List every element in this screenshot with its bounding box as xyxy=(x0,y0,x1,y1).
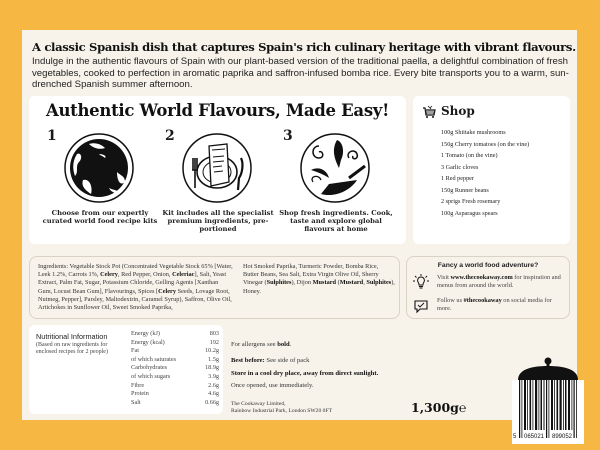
intro-text: Indulge in the authentic flavours of Spain with our plant-based version of the traditional paella, a delightful combination of fresh vegetables, cooked to perfection in aromatic paprika and saffron-infused bomba rice. Every bite transports you to a warm, sun-drenched Spanish summer afternoon. xyxy=(32,56,569,91)
list-item: 1 Red pepper xyxy=(441,175,474,182)
nutrition-table xyxy=(131,330,219,407)
opened-instructions: Once opened, use immediately. xyxy=(231,382,314,389)
shop-title: Shop xyxy=(441,104,475,118)
net-weight: 1,300g℮ xyxy=(411,400,467,415)
allergen-highlight: Sulphites xyxy=(266,279,292,287)
allergen-highlight: Mustard xyxy=(312,279,337,287)
follow-text: Follow us #thecookaway on social media for more. xyxy=(437,297,552,312)
product-label-panel xyxy=(22,30,577,440)
barcode-right-group: 899052 xyxy=(552,434,573,440)
list-item: 100g Asparagus spears xyxy=(441,209,498,217)
ingredients-box xyxy=(29,256,400,319)
step-number: 2 xyxy=(165,128,175,144)
shop-card xyxy=(413,96,570,244)
company-address: The Cookaway Limited, Rainbow Industrial Park, London SW20 0FT xyxy=(231,401,332,415)
storage-instructions: Store in a cool dry place, away from direct sunlight. xyxy=(231,370,379,377)
shopping-cart-icon xyxy=(422,105,436,119)
allergen-highlight: Sulphites xyxy=(366,279,392,287)
table-row: Salt 0.66g xyxy=(131,398,219,406)
menu-plate-icon xyxy=(181,132,253,204)
allergen-highlight: Mustard xyxy=(339,279,364,287)
list-item: 1 Tomato (on the vine) xyxy=(441,152,498,159)
adventure-title: Fancy a world food adventure? xyxy=(437,262,539,269)
wok-cooking-icon xyxy=(299,132,371,204)
visit-text: Visit www.thecookaway.com for inspiration and menus from around the world. xyxy=(437,274,561,289)
table-row: Protein 4.6g xyxy=(131,390,219,398)
step-3 xyxy=(277,126,395,241)
list-item: 2 sprigs Fresh rosemary xyxy=(441,198,501,205)
table-row: Fibre 2.6g xyxy=(131,381,219,389)
ingredients-text-left: Ingredients: Vegetable Stock Pot (Concentrated Vegetable Stock 65% [Water, Leek 1.2%, Carrots 1%, Celery, Red Pepper, Onion, Celeriac], Salt, Yeast Extract, Palm Fat, Sugar, Potassium Chloride, Gelling Agents [Xanthan Gum, Locust Bean Gum], Flavourings, Spices [Celery Seeds, Lovage Root, Nutmeg, Pepper], Parsley, Maltodextrin, Caramel Syrup), Saffron, Olive Oil, Artichokes in Sunflower Oil, Sweet Smoked Paprika, xyxy=(38,263,233,312)
step-number: 3 xyxy=(283,128,293,144)
lightbulb-icon xyxy=(413,274,429,290)
list-item: 150g Cherry tomatoes (on the vine) xyxy=(441,140,530,148)
nutrition-subtitle: (Based on raw ingredients for enclosed recipes for 2 people) xyxy=(36,342,108,355)
table-row: of which sugars 3.9g xyxy=(131,372,219,380)
globe-icon xyxy=(63,132,135,204)
steps-card xyxy=(29,96,406,244)
allergen-highlight: Celery xyxy=(158,287,176,295)
adventure-box xyxy=(406,256,570,319)
step-caption: Shop fresh ingredients. Cook, taste and explore global flavours at home xyxy=(279,209,393,234)
barcode-left-group: 065021 xyxy=(524,434,545,440)
headline: A classic Spanish dish that captures Spain's rich culinary heritage with vibrant flavours. xyxy=(32,40,576,54)
step-caption: Choose from our expertly curated world food recipe kits xyxy=(42,209,158,226)
ingredients-text-right: Hot Smoked Paprika, Turmeric Powder, Bomba Rice, Butter Beans, Sea Salt, Extra Virgin Olive Oil, Sherry Vinegar (Sulphites), Dijon Mustard (Mustard, Sulphites), Honey. xyxy=(243,263,395,295)
list-item: 150g Runner beans xyxy=(441,186,489,194)
table-row: Carbohydrates 18.9g xyxy=(131,364,219,372)
list-item: 3 Garlic cloves xyxy=(441,163,479,171)
step-number: 1 xyxy=(47,128,57,144)
barcode-cloche-icon xyxy=(510,356,586,446)
step-caption: Kit includes all the specialist premium ingredients, pre-portioned xyxy=(162,209,274,234)
shop-list xyxy=(441,127,529,219)
allergen-note: For allergens see bold. xyxy=(231,341,292,348)
website-link[interactable]: www.thecookaway.com xyxy=(450,274,513,281)
best-before: Best before: See side of pack xyxy=(231,357,310,364)
chat-bubble-icon xyxy=(413,298,429,314)
table-row: Energy (kJ) 803 xyxy=(131,330,219,337)
table-row: Fat 10.2g xyxy=(131,347,219,355)
step-2 xyxy=(159,126,277,241)
table-row: Energy (kcal) 192 xyxy=(131,338,219,346)
barcode-first-digit: 5 xyxy=(513,434,517,440)
nutrition-card xyxy=(29,325,223,414)
steps-title: Authentic World Flavours, Made Easy! xyxy=(45,101,390,120)
social-handle: #thecookaway xyxy=(463,297,502,304)
list-item: 100g Shiitake mushrooms xyxy=(441,129,506,136)
table-row: of which saturates 1.5g xyxy=(131,355,219,363)
allergen-highlight: Celeriac xyxy=(172,271,195,279)
allergen-highlight: Celery xyxy=(100,271,118,279)
nutrition-title: Nutritional Information xyxy=(36,332,108,341)
step-1 xyxy=(41,126,159,241)
